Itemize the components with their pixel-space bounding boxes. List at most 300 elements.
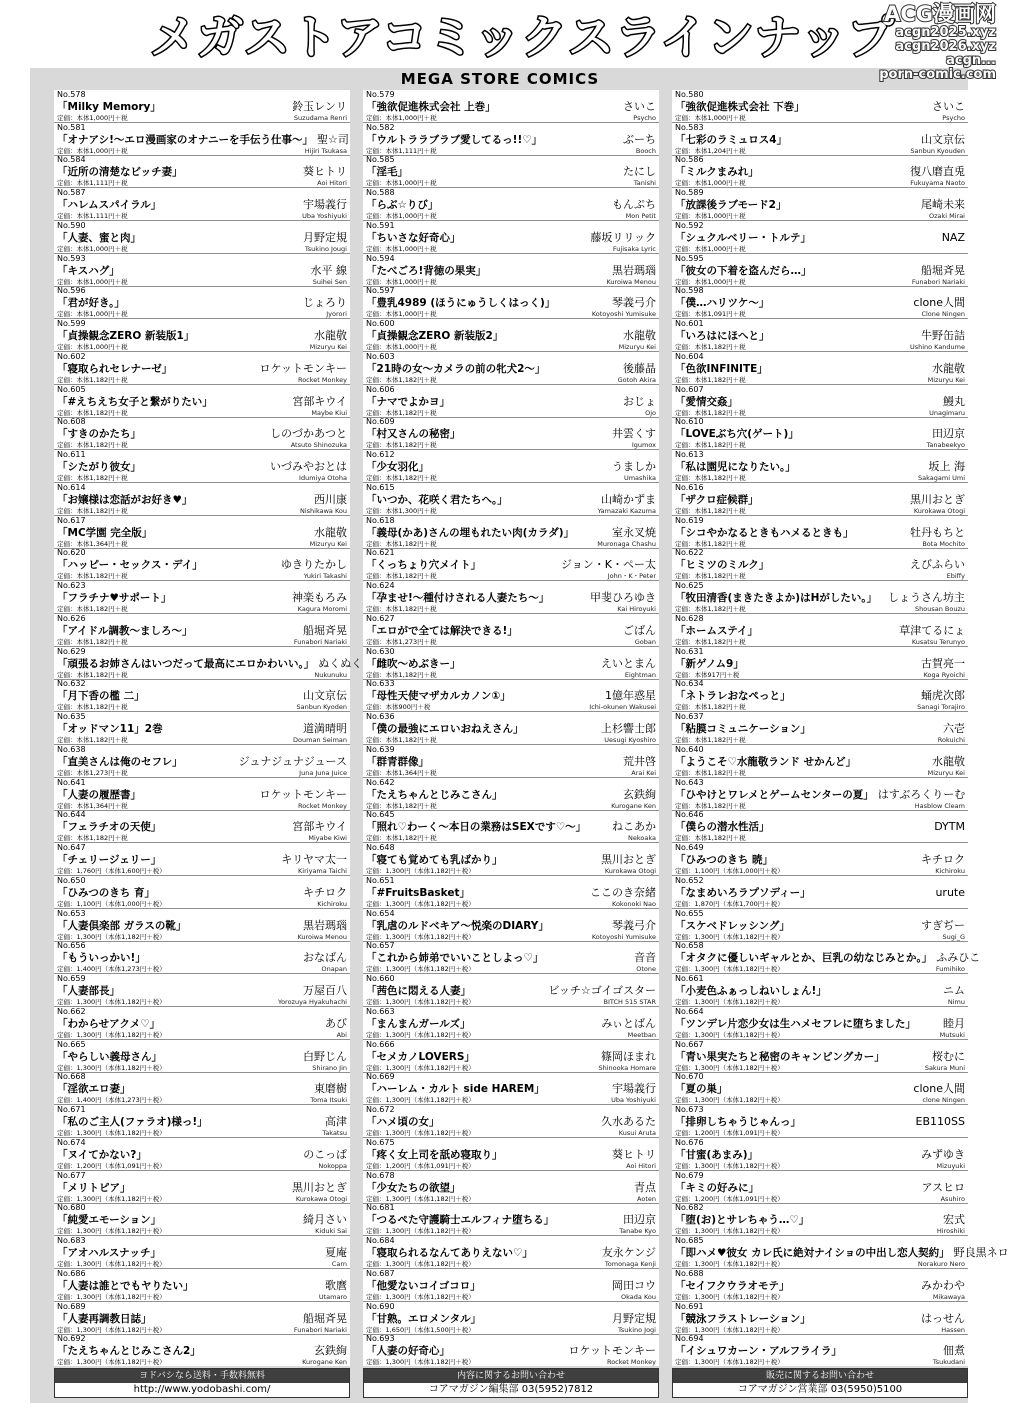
entry-price: 定価：本体1,273円＋税 — [57, 768, 128, 777]
entry-sub-row — [57, 1096, 347, 1104]
entry-number: No.578 — [57, 89, 86, 99]
catalog-entry — [54, 1137, 350, 1170]
entry-price: 定価：1,300円（本体1,182円＋税） — [675, 1260, 784, 1269]
entry-number: No.619 — [675, 515, 704, 525]
entry-price: 定価：本体1,182円＋税 — [57, 572, 128, 581]
entry-sub-row — [675, 703, 965, 711]
catalog-entry — [54, 1268, 350, 1301]
entry-main-row — [366, 1213, 656, 1227]
entry-author: ぶーち — [623, 132, 656, 146]
entry-author: じょろり — [303, 296, 347, 310]
entry-author-romaji: Mizuryu Kei — [618, 343, 656, 352]
entry-price: 定価：本体1,182円＋税 — [57, 441, 128, 450]
entry-title: 「まんまんガールズ」 — [366, 1017, 471, 1030]
entry-title: 「ヌイてかない?」 — [57, 1148, 147, 1161]
entry-title: 「MC学園 完全版」 — [57, 526, 153, 539]
entry-price: 定価：1,200円（本体1,091円＋税） — [57, 1161, 166, 1170]
catalog-entry — [363, 1006, 659, 1039]
entry-number: No.596 — [57, 286, 86, 296]
entry-author-romaji: Otone — [636, 965, 656, 974]
entry-price: 定価：本体1,111円＋税 — [366, 146, 437, 155]
entry-author: キチロク — [921, 853, 965, 867]
entry-author-romaji: Kai Hiroyuki — [617, 605, 656, 614]
entry-author: 宇場義行 — [303, 198, 347, 212]
entry-price: 定価：本体1,364円＋税 — [57, 801, 128, 810]
entry-price: 定価：本体1,182円＋税 — [675, 375, 746, 384]
entry-title: 「アイドル調教～ましろ～」 — [57, 624, 193, 637]
entry-main-row — [57, 558, 347, 572]
footer-link[interactable]: http://www.yodobashi.com/ — [133, 1384, 271, 1395]
entry-number: No.635 — [57, 712, 86, 722]
catalog-entry — [672, 122, 968, 155]
entry-title: 「新ゲノム9」 — [675, 657, 744, 670]
entry-sub-row — [675, 769, 965, 777]
entry-author: 荒井啓 — [623, 754, 656, 768]
entry-author-romaji: Tanabeekyo — [926, 441, 965, 450]
entry-title: 「愛情交姦」 — [675, 395, 738, 408]
entry-number: No.676 — [675, 1137, 704, 1147]
entry-author-romaji: Kokonoki Nao — [612, 899, 656, 908]
entry-title: 「人妻、蜜と肉」 — [57, 231, 141, 244]
catalog-entry — [672, 973, 968, 1006]
entry-main-row — [675, 1344, 965, 1358]
entry-author-romaji: Suzudama Renri — [293, 113, 347, 122]
entry-main-row — [366, 1312, 656, 1326]
entry-sub-row — [57, 278, 347, 286]
entry-price: 定価：本体917円＋税 — [675, 670, 740, 679]
entry-price: 定価：本体1,000円＋税 — [675, 212, 746, 221]
entry-title: 「義母(かあ)さんの埋もれたい肉(カラダ)」 — [366, 526, 575, 539]
catalog-entry — [54, 449, 350, 482]
entry-number: No.579 — [366, 89, 395, 99]
entry-title: 「淫毛」 — [366, 166, 408, 179]
entry-price: 定価：本体1,182円＋税 — [675, 703, 746, 712]
entry-sub-row — [366, 310, 656, 318]
entry-title: 「キスハグ」 — [57, 264, 120, 277]
entry-title: 「ハーレム・カルト side HAREM」 — [366, 1083, 545, 1096]
entry-title: 「夏の巣」 — [675, 1083, 728, 1096]
entry-main-row — [57, 460, 347, 474]
entry-main-row — [57, 591, 347, 605]
entry-main-row — [366, 1017, 656, 1031]
entry-number: No.591 — [366, 220, 395, 230]
entry-title: 「LOVEぶち穴(ゲート)」 — [675, 428, 799, 441]
entry-author: 牡丹もちと — [910, 525, 965, 539]
entry-number: No.593 — [57, 253, 86, 263]
entry-author-romaji: Atsuto Shinozuka — [290, 441, 347, 450]
catalog-entry — [672, 253, 968, 286]
entry-author: おなばん — [303, 951, 347, 965]
entry-number: No.657 — [366, 941, 395, 951]
entry-author-romaji: Takatsu — [322, 1129, 347, 1138]
entry-sub-row — [675, 1064, 965, 1072]
entry-sub-row — [57, 998, 347, 1006]
entry-number: No.651 — [366, 875, 395, 885]
entry-author: みかわや — [921, 1278, 965, 1292]
catalog-entry — [672, 711, 968, 744]
entry-title: 「すきのかたち」 — [57, 428, 141, 441]
catalog-entry — [672, 1104, 968, 1137]
entry-title: 「少女たちの欲望」 — [366, 1181, 461, 1194]
entry-number: No.617 — [57, 515, 86, 525]
entry-title: 「甘熟。エロメンタル」 — [366, 1312, 482, 1325]
catalog-entry — [54, 1170, 350, 1203]
entry-title: 「強欲促進株式会社 下巻」 — [675, 100, 805, 113]
entry-number: No.638 — [57, 744, 86, 754]
entry-sub-row — [366, 1096, 656, 1104]
entry-sub-row — [57, 703, 347, 711]
catalog-entry — [54, 1072, 350, 1105]
entry-sub-row — [675, 605, 965, 613]
entry-price: 定価：本体1,182円＋税 — [57, 408, 128, 417]
entry-author-romaji: Jyorori — [326, 310, 347, 319]
entry-author-romaji: Eightman — [624, 670, 656, 679]
entry-author: 水龍敬 — [623, 329, 656, 343]
catalog-entry — [54, 220, 350, 253]
entry-number: No.605 — [57, 384, 86, 394]
entry-main-row — [675, 755, 965, 769]
entry-price: 定価：本体1,182円＋税 — [366, 605, 437, 614]
entry-sub-row — [675, 278, 965, 286]
entry-title: 「頑張るお姉さんはいつだって最高にエロかわいい。」 — [57, 657, 315, 670]
entry-author: 坂上 海 — [928, 460, 965, 474]
catalog-entry — [363, 810, 659, 843]
entry-title: 「私は園児になりたい。」 — [675, 461, 796, 474]
entry-number: No.629 — [57, 646, 86, 656]
entry-price: 定価：1,300円（本体1,182円＋税） — [366, 1292, 475, 1301]
entry-main-row — [366, 657, 656, 671]
catalog-entry — [363, 1334, 659, 1367]
entry-author-romaji: Douman Seiman — [293, 736, 347, 745]
entry-number: No.631 — [675, 646, 704, 656]
catalog-entry — [363, 318, 659, 351]
entry-sub-row — [366, 1227, 656, 1235]
entry-sub-row — [675, 179, 965, 187]
entry-number: No.642 — [366, 777, 395, 787]
entry-price: 定価：1,300円（本体1,182円＋税） — [57, 1325, 166, 1334]
catalog-entry — [672, 1203, 968, 1236]
entry-author: 夏庵 — [325, 1246, 347, 1260]
entry-price: 定価：本体1,182円＋税 — [366, 801, 437, 810]
entry-author: 琴義弓介 — [612, 296, 656, 310]
entry-price: 定価：1,300円（本体1,182円＋税） — [366, 867, 475, 876]
entry-author: 田辺京 — [932, 427, 965, 441]
entry-author-romaji: Goban — [634, 637, 656, 646]
entry-author-romaji: Suihei Sen — [312, 277, 347, 286]
catalog-entry — [672, 90, 968, 122]
entry-title: 「たべごろ!背徳の果実」 — [366, 264, 487, 277]
entry-sub-row — [675, 1293, 965, 1301]
entry-number: No.648 — [366, 843, 395, 853]
entry-price: 定価：本体900円＋税 — [366, 703, 431, 712]
entry-sub-row — [57, 900, 347, 908]
entry-main-row — [675, 1181, 965, 1195]
catalog-entry — [672, 548, 968, 581]
entry-number: No.688 — [675, 1268, 704, 1278]
entry-author-romaji: Nishikawa Kou — [299, 506, 347, 515]
entry-title: 「ネトラレおなぺっと」 — [675, 690, 791, 703]
entry-price: 定価：1,300円（本体1,182円＋税） — [57, 932, 166, 941]
entry-author-romaji: Rokuichi — [937, 736, 965, 745]
entry-main-row — [57, 853, 347, 867]
entry-title: 「シコやかなるときもハメるときも」 — [675, 526, 854, 539]
entry-number: No.649 — [675, 843, 704, 853]
entry-main-row — [57, 493, 347, 507]
entry-price: 定価：1,200円（本体1,091円＋税） — [675, 1129, 784, 1138]
entry-price: 定価：1,300円（本体1,182円＋税） — [675, 1325, 784, 1334]
entry-author: 聖☆司 — [316, 132, 349, 146]
entry-sub-row — [675, 1326, 965, 1334]
entry-author-romaji: Gotoh Akira — [617, 375, 656, 384]
entry-main-row — [366, 624, 656, 638]
entry-price: 定価：1,300円（本体1,182円＋税） — [366, 1194, 475, 1203]
entry-sub-row — [366, 147, 656, 155]
entry-price: 定価：本体1,364円＋税 — [57, 539, 128, 548]
entry-author-romaji: Psycho — [633, 113, 656, 122]
entry-main-row — [675, 722, 965, 736]
entry-author-romaji: Ozaki Mirai — [928, 212, 965, 221]
catalog-entry — [672, 351, 968, 384]
entry-sub-row — [366, 278, 656, 286]
entry-number: No.650 — [57, 875, 86, 885]
entry-number: No.621 — [366, 548, 395, 558]
entry-main-row — [366, 427, 656, 441]
entry-main-row — [57, 395, 347, 409]
entry-sub-row — [57, 1064, 347, 1072]
entry-title: 「淫欲エロ妻」 — [57, 1083, 131, 1096]
entry-author-romaji: Uba Yoshiyuki — [611, 1096, 656, 1105]
entry-title: 「牧田清香(まきたきよか)はHがしたい。」 — [675, 592, 878, 605]
entry-title: 「エロがで全ては解決できる!」 — [366, 624, 518, 637]
entry-sub-row — [57, 867, 347, 875]
catalog-entry — [363, 286, 659, 319]
entry-title: 「放課後ラブモード2」 — [675, 199, 787, 212]
entry-number: No.691 — [675, 1301, 704, 1311]
entry-author-romaji: Kagura Moromi — [297, 605, 347, 614]
entry-number: No.618 — [366, 515, 395, 525]
entry-sub-row — [675, 147, 965, 155]
entry-author: 神楽もろみ — [292, 591, 347, 605]
entry-author-romaji: Hasblow Cleam — [914, 801, 965, 810]
entry-author: 琴義弓介 — [612, 918, 656, 932]
entry-sub-row — [675, 802, 965, 810]
entry-sub-row — [366, 867, 656, 875]
entry-number: No.589 — [675, 188, 704, 198]
entry-main-row — [57, 427, 347, 441]
catalog-entry — [363, 417, 659, 450]
entry-title: 「茜色に悶える人妻」 — [366, 985, 471, 998]
footer-editorial-contact — [363, 1368, 659, 1398]
catalog-entry — [672, 1268, 968, 1301]
entry-sub-row — [675, 1358, 965, 1366]
entry-price: 定価：本体1,182円＋税 — [675, 441, 746, 450]
catalog-entry — [672, 1301, 968, 1334]
watermark-line: acgn2025.xyz — [895, 25, 996, 40]
entry-number: No.668 — [57, 1072, 86, 1082]
entry-title: 「僕らの潜水性活」 — [675, 821, 770, 834]
entry-title: 「たえちゃんとじみこさん2」 — [57, 1345, 201, 1358]
entry-main-row — [366, 526, 656, 540]
entry-price: 定価：1,300円（本体1,182円＋税） — [675, 1292, 784, 1301]
entry-author-romaji: Ichi-okunen Wakusei — [589, 703, 656, 712]
entry-author: 水平 線 — [310, 263, 347, 277]
entry-price: 定価：本体1,000円＋税 — [675, 179, 746, 188]
entry-main-row — [675, 264, 965, 278]
catalog-entry — [672, 908, 968, 941]
entry-title: 「いつか、花咲く君たちへ。」 — [366, 493, 508, 506]
entry-main-row — [675, 395, 965, 409]
entry-author: urute — [935, 885, 965, 899]
entry-main-row — [57, 1279, 347, 1293]
entry-author-romaji: Sanbun Kyouden — [910, 146, 965, 155]
entry-main-row — [57, 1082, 347, 1096]
entry-author-romaji: Funabori Nariaki — [293, 637, 347, 646]
entry-title: 「ツンデレ片恋少女は生ハメセフレに堕ちました」 — [675, 1017, 916, 1030]
entry-sub-row — [366, 1064, 656, 1072]
entry-main-row — [675, 165, 965, 179]
catalog-entry — [54, 286, 350, 319]
entry-title: 「ハッピー・セックス・デイ」 — [57, 559, 203, 572]
entry-author: 黒川おとぎ — [601, 853, 656, 867]
entry-number: No.602 — [57, 351, 86, 361]
entry-sub-row — [57, 605, 347, 613]
entry-author: 野良黒ネロ — [953, 1246, 1009, 1260]
entry-price: 定価：本体1,000円＋税 — [366, 179, 437, 188]
catalog-entry — [363, 1203, 659, 1236]
entry-number: No.630 — [366, 646, 395, 656]
entry-author-romaji: Okada Kou — [621, 1292, 656, 1301]
entry-price: 定価：本体1,182円＋税 — [57, 474, 128, 483]
entry-author-romaji: Juna Juna Juice — [299, 768, 347, 777]
lineup-grid — [54, 89, 1009, 1367]
entry-price: 定価：本体1,091円＋税 — [675, 310, 746, 319]
entry-main-row — [675, 133, 965, 147]
catalog-entry — [54, 1235, 350, 1268]
entry-title: 「孕ませ!～種付けされる人妻たち～」 — [366, 592, 550, 605]
entry-sub-row — [366, 376, 656, 384]
entry-number: No.683 — [57, 1236, 86, 1246]
footer — [54, 1368, 968, 1398]
entry-price: 定価：本体1,182円＋税 — [57, 375, 128, 384]
entry-author-romaji: Tanishi — [633, 179, 656, 188]
entry-price: 定価：1,300円（本体1,182円＋税） — [675, 1063, 784, 1072]
entry-author: 草津てるにょ — [899, 623, 965, 637]
entry-author-romaji: Kurokawa Otogi — [913, 506, 965, 515]
catalog-entry — [672, 482, 968, 515]
entry-author: ニム — [943, 984, 965, 998]
entry-author-romaji: Unagimaru — [929, 408, 965, 417]
entry-sub-row — [366, 409, 656, 417]
entry-main-row — [57, 984, 347, 998]
entry-title: 「小麦色ふぁっしねいしょん!」 — [675, 985, 827, 998]
entry-price: 定価：1,300円（本体1,182円＋税） — [675, 1030, 784, 1039]
entry-number: No.611 — [57, 450, 86, 460]
entry-title: 「#えちえち女子と繋がりたい」 — [57, 395, 213, 408]
entry-title: 「なまめいろラプソディー」 — [675, 886, 811, 899]
entry-sub-row — [366, 638, 656, 646]
entry-price: 定価：1,760円（本体1,600円＋税） — [57, 867, 166, 876]
entry-main-row — [366, 231, 656, 245]
footer-yodobashi — [54, 1368, 350, 1398]
entry-number: No.586 — [675, 155, 704, 165]
entry-main-row — [57, 624, 347, 638]
entry-price: 定価：本体1,182円＋税 — [675, 605, 746, 614]
entry-main-row — [366, 951, 656, 965]
catalog-entry — [672, 1072, 968, 1105]
entry-number: No.607 — [675, 384, 704, 394]
entry-sub-row — [57, 376, 347, 384]
entry-number: No.595 — [675, 253, 704, 263]
entry-author: ねこあか — [612, 820, 656, 834]
entry-main-row — [675, 1279, 965, 1293]
entry-title: 「シュクルベリー・トルテ」 — [675, 231, 811, 244]
entry-number: No.634 — [675, 679, 704, 689]
entry-author: はっせん — [921, 1311, 965, 1325]
entry-number: No.675 — [366, 1137, 395, 1147]
catalog-entry — [363, 253, 659, 286]
entry-author: あび — [325, 1016, 347, 1030]
entry-author: 藤坂リリック — [590, 230, 656, 244]
entry-sub-row — [366, 507, 656, 515]
entry-number: No.666 — [366, 1039, 395, 1049]
entry-number: No.627 — [366, 613, 395, 623]
footer-label: ヨドバシなら送料・手数料無料 — [55, 1369, 349, 1383]
entry-number: No.583 — [675, 122, 704, 132]
entry-number: No.594 — [366, 253, 395, 263]
entry-price: 定価：本体1,300円＋税 — [366, 506, 437, 515]
entry-number: No.626 — [57, 613, 86, 623]
entry-sub-row — [366, 802, 656, 810]
entry-sub-row — [675, 572, 965, 580]
entry-author-romaji: Kusui Aruta — [618, 1129, 656, 1138]
entry-author: ゆきりたかし — [281, 558, 347, 572]
entry-main-row — [675, 624, 965, 638]
entry-sub-row — [57, 1358, 347, 1366]
catalog-entry — [363, 875, 659, 908]
entry-author-romaji: Yamazaki Kazuma — [597, 506, 656, 515]
catalog-entry — [54, 318, 350, 351]
catalog-entry — [363, 122, 659, 155]
entry-author-romaji: Sakagami Umi — [918, 474, 965, 483]
entry-number: No.612 — [366, 450, 395, 460]
entry-author-romaji: Asuhiro — [940, 1194, 965, 1203]
entry-sub-row — [675, 900, 965, 908]
entry-author: さいこ — [623, 99, 656, 113]
entry-author: 室永叉焼 — [612, 525, 656, 539]
entry-sub-row — [366, 1195, 656, 1203]
entry-author-romaji: Rocket Monkey — [297, 375, 347, 384]
entry-price: 定価：本体1,182円＋税 — [57, 834, 128, 843]
entry-author: すぎぢー — [921, 918, 965, 932]
entry-main-row — [675, 820, 965, 834]
entry-number: No.608 — [57, 417, 86, 427]
entry-price: 定価：1,300円（本体1,182円＋税） — [57, 1358, 166, 1367]
catalog-entry — [672, 187, 968, 220]
entry-price: 定価：1,300円（本体1,182円＋税） — [675, 932, 784, 941]
entry-author-romaji: Booch — [635, 146, 656, 155]
entry-number: No.678 — [366, 1170, 395, 1180]
entry-sub-row — [366, 605, 656, 613]
entry-title: 「堕(お)とサレちゃう…♡」 — [675, 1214, 810, 1227]
entry-price: 定価：本体1,182円＋税 — [675, 343, 746, 352]
entry-price: 定価：本体1,182円＋税 — [366, 670, 437, 679]
entry-main-row — [675, 689, 965, 703]
entry-title: 「純愛エモーション」 — [57, 1214, 162, 1227]
entry-number: No.687 — [366, 1268, 395, 1278]
entry-number: No.615 — [366, 482, 395, 492]
entry-title: 「貞操観念ZERO 新装版1」 — [57, 330, 195, 343]
entry-main-row — [366, 755, 656, 769]
